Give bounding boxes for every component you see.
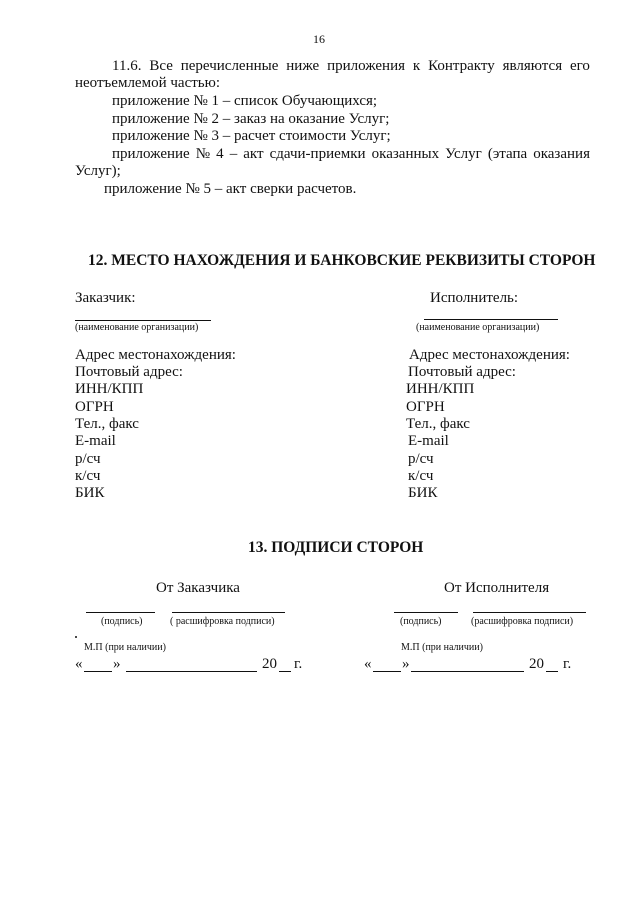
customer-sign-title: От Заказчика (156, 580, 240, 596)
contractor-field-inn: ИНН/КПП (406, 381, 475, 397)
customer-date-year-line (279, 671, 291, 672)
appendix-4-word: сдачи-приемки (269, 146, 366, 162)
appendix-1: приложение № 1 – список Обучающихся; (112, 93, 378, 109)
section-13-heading: 13. ПОДПИСИ СТОРОН (248, 539, 424, 556)
appendix-4-word: оказания (533, 146, 590, 162)
contractor-field-email: E-mail (408, 433, 449, 449)
appendix-4-word: (этапа (487, 146, 528, 162)
intro-word: приложения (327, 58, 406, 74)
contractor-sign-title: От Исполнителя (444, 580, 550, 596)
contractor-field-phone: Тел., факс (406, 416, 470, 432)
customer-field-email: E-mail (75, 433, 116, 449)
customer-org-caption: (наименование организации) (75, 322, 199, 333)
appendix-3: приложение № 3 – расчет стоимости Услуг; (112, 128, 391, 144)
contractor-decode-line (473, 612, 586, 613)
appendix-4-word: акт (243, 146, 264, 162)
contractor-title: Исполнитель: (430, 290, 519, 306)
contractor-field-address: Адрес местонахождения: (409, 347, 570, 363)
customer-field-ks: к/сч (75, 468, 101, 484)
customer-field-rs: р/сч (75, 451, 101, 467)
contractor-date-day-line (373, 671, 401, 672)
intro-word: Контракту (428, 58, 495, 74)
contractor-date-close: » (402, 656, 410, 672)
appendix-4-word: приложение (112, 146, 190, 162)
customer-field-ogrn: ОГРН (75, 399, 114, 415)
appendix-4-line2: Услуг); (75, 163, 121, 179)
appendix-4-word: № (195, 146, 211, 162)
customer-stamp: М.П (при наличии) (84, 642, 166, 653)
contractor-field-ks: к/сч (408, 468, 434, 484)
customer-date-year-suffix: г. (294, 656, 303, 672)
customer-date-month-line (126, 671, 257, 672)
contractor-stamp: М.П (при наличии) (401, 642, 483, 653)
contractor-signature-caption: (подпись) (400, 616, 442, 627)
intro-word: перечисленные (180, 58, 279, 74)
contractor-date-year-suffix: г. (563, 656, 572, 672)
contractor-field-postal: Почтовый адрес: (408, 364, 516, 380)
intro-word: ниже (286, 58, 320, 74)
contractor-field-ogrn: ОГРН (406, 399, 445, 415)
customer-date-day-line (84, 671, 112, 672)
appendix-4-line1 (112, 146, 590, 163)
contractor-date-open: « (364, 656, 372, 672)
appendix-5: приложение № 5 – акт сверки расчетов. (104, 181, 357, 197)
customer-field-postal: Почтовый адрес: (75, 364, 183, 380)
contractor-date-year-prefix: 20 (529, 656, 544, 672)
contractor-field-rs: р/сч (408, 451, 434, 467)
customer-date-close: » (113, 656, 121, 672)
section-11-6-intro-line2: неотъемлемой частью: (75, 75, 220, 91)
contractor-date-year-line (546, 671, 558, 672)
intro-word: Все (149, 58, 173, 74)
stray-dot (75, 636, 77, 638)
customer-title: Заказчик: (75, 290, 136, 306)
contractor-org-caption: (наименование организации) (416, 322, 540, 333)
appendix-4-word: оказанных (371, 146, 440, 162)
contractor-decode-caption: (расшифровка подписи) (471, 616, 574, 627)
appendix-4-word: 4 (216, 146, 224, 162)
customer-signature-line (86, 612, 155, 613)
customer-decode-caption: ( расшифровка подписи) (170, 616, 275, 627)
section-12-heading: 12. МЕСТО НАХОЖДЕНИЯ И БАНКОВСКИЕ РЕКВИЗИТЫ СТОРОН (88, 252, 596, 269)
customer-field-phone: Тел., факс (75, 416, 139, 432)
appendix-4-word: – (229, 146, 238, 162)
customer-field-address: Адрес местонахождения: (75, 347, 236, 363)
contractor-date-month-line (411, 671, 524, 672)
contractor-signature-line (394, 612, 458, 613)
customer-org-line (75, 320, 211, 321)
customer-decode-line (172, 612, 285, 613)
contractor-field-bik: БИК (408, 485, 438, 501)
customer-field-bik: БИК (75, 485, 105, 501)
intro-word: его (570, 58, 590, 74)
customer-signature-caption: (подпись) (101, 616, 143, 627)
customer-date-open: « (75, 656, 83, 672)
page-number: 16 (313, 32, 325, 46)
appendix-2: приложение № 2 – заказ на оказание Услуг; (112, 111, 390, 127)
contractor-org-line (424, 319, 558, 320)
customer-field-inn: ИНН/КПП (75, 381, 144, 397)
intro-word: к (412, 58, 421, 74)
intro-word: 11.6. (112, 58, 142, 74)
appendix-4-word: Услуг (445, 146, 482, 162)
intro-word: являются (502, 58, 563, 74)
customer-date-year-prefix: 20 (262, 656, 277, 672)
section-11-6-intro-line1 (112, 58, 590, 75)
